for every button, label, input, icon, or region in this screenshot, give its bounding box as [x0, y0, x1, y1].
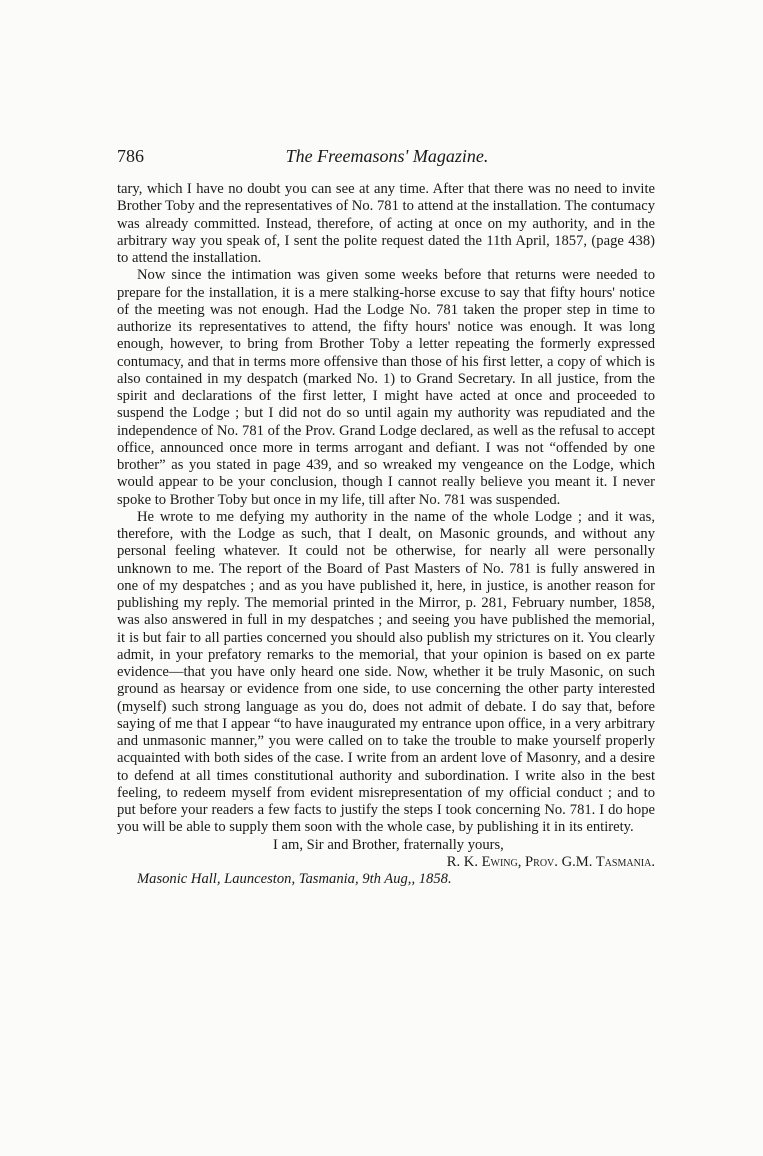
letter-signature [117, 854, 655, 871]
page-number: 786 [117, 146, 144, 166]
page-header [117, 146, 657, 170]
letter-dateline: Masonic Hall, Launceston, Tasmania, 9th Aug,, 1858. [137, 871, 452, 887]
signature-text: R. K. Ewing, Prov. G.M. Tasmania. [446, 853, 655, 870]
paragraph: He wrote to me defying my authority in the name of the whole Lodge ; and it was, therefore, with the Lodge as such, that I dealt, on Masonic grounds, and without any personal feeling whatever. It could not be otherwise, for nearly all were personally unknown to me. The report of the Board of Past Masters of No. 781 is fully answered in one of my despatches ; and as you have published it, here, in justice, is another reason for publishing my reply. The memorial printed in the Mirror, p. 281, February number, 1858, was also answered in full in my despatches ; and seeing you have published the memorial, it is but fair to all parties concerned you should also publish my strictures on it. You clearly admit, in your prefatory remarks to the memorial, that your opinion is based on ex parte evidence—that you have only heard one side. Now, whether it be truly Masonic, on such ground as hearsay or evidence from one side, to use concerning the other party interested (myself) such strong language as you do, does not admit of debate. I do say that, before saying of me that I appear “to have inaugurated my entrance upon office, in a very arbitrary and unmasonic manner,” you were called on to take the trouble to make yourself properly acquainted with both sides of the case. I write from an ardent love of Masonry, and a desire to defend at all times constitutional authority and subordination. I write also in the best feeling, to redeem myself from evident misrepresentation of my official conduct ; and to put before your readers a few facts to justify the steps I took concerning No. 781. I do hope you will be able to supply them soon with the whole case, by publishing it in its entirety. [117, 508, 655, 836]
letter-closing: I am, Sir and Brother, fraternally yours, [273, 836, 504, 853]
paragraph: tary, which I have no doubt you can see at any time. After that there was no need to invite Brother Toby and the representatives of No. 781 to attend at the installation. The contumacy was already committed. Instead, therefore, of acting at once on my authority, and in the arbitrary way you speak of, I sent the polite request dated the 11th April, 1857, (page 438) to attend the installation. [117, 181, 655, 266]
article-body [117, 181, 655, 888]
running-title: The Freemasons' Magazine. [285, 146, 489, 166]
paragraph: Now since the intimation was given some weeks before that returns were needed to prepare for the installation, it is a mere stalking-horse excuse to say that fifty hours' notice of the meeting was not enough. Had the Lodge No. 781 taken the proper step in time to authorize its representatives to attend, the fifty hours' notice was enough. It was long enough, however, to bring from Brother Toby a letter repeating the formerly expressed contumacy, and that in terms more offensive than those of his first letter, a copy of which is also contained in my despatch (marked No. 1) to Grand Secretary. In all justice, from the spirit and declarations of the first letter, I might have acted at once and proceeded to suspend the Lodge ; but I did not do so until again my authority was repudiated and the independence of No. 781 of the Prov. Grand Lodge declared, as well as the refusal to accept office, announced once more in terms arrogant and defiant. I was not “offended by one brother” as you stated in page 439, and so wreaked my vengeance on the Lodge, which would appear to be your conclusion, though I cannot really believe you meant it. I never spoke to Brother Toby but once in my life, till after No. 781 was suspended. [117, 267, 655, 508]
